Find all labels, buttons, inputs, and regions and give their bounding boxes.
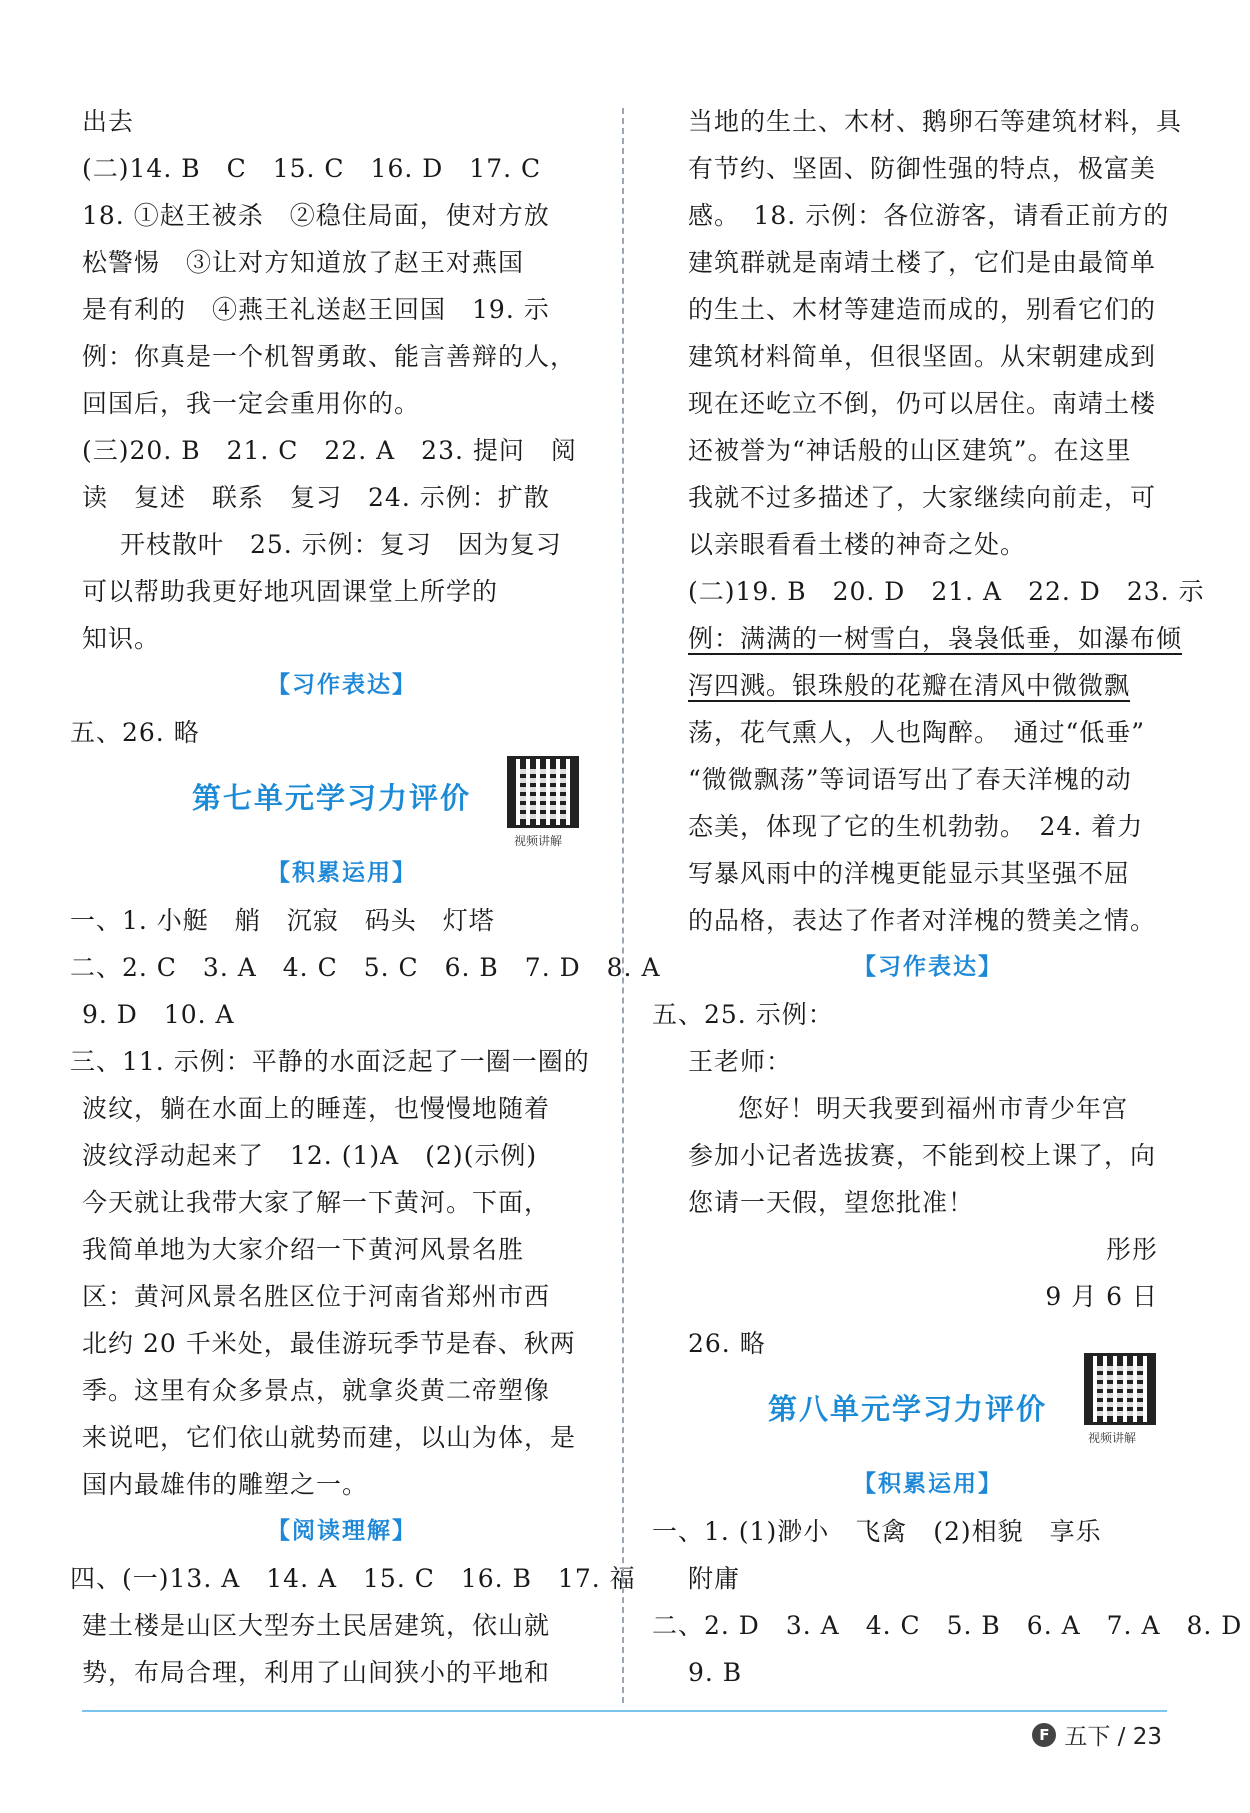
answer-line: (二)14. B C 15. C 16. D 17. C [82,154,542,183]
column-divider [622,108,624,1703]
letter-body-line: 参加小记者选拔赛，不能到校上课了，向 [688,1141,1157,1170]
answer-line: 区：黄河风景名胜区位于河南省郑州市西 [82,1282,551,1311]
answer-line: 可以帮助我更好地巩固课堂上所学的 [82,577,499,606]
unit7-header [82,756,602,850]
footer-rule [82,1710,1167,1712]
letter-body-line: 您请一天假，望您批准！ [688,1188,975,1217]
answer-line: 26. 略 [688,1329,766,1358]
answer-line: 国内最雄伟的雕塑之一。 [82,1470,369,1499]
letter-body-line: 您好！明天我要到福州市青少年宫 [738,1094,1129,1123]
answer-line: 建筑材料简单，但很坚固。从宋朝建成到 [688,342,1157,371]
answer-line: 荡，花气熏人，人也陶醉。 通过“低垂” [688,718,1146,747]
answer-line: 有节约、坚固、防御性强的特点，极富美 [688,154,1157,183]
underlined-answer-line: 泻四溅。银珠般的花瓣在清风中微微飘 [688,671,1131,700]
answer-line: 的生土、木材等建造而成的，别看它们的 [688,295,1157,324]
answer-line: 9. B [688,1658,743,1687]
answer-line: 的品格，表达了作者对洋槐的赞美之情。 [688,906,1157,935]
answer-line: 松警惕 ③让对方知道放了赵王对燕国 [82,248,525,277]
answer-line: 开枝散叶 25. 示例：复习 因为复习 [120,530,562,559]
answer-line: 北约 20 千米处，最佳游玩季节是春、秋两 [82,1329,576,1358]
section-tag-reading: 【阅读理解】 [267,1518,417,1544]
answer-line: 附庸 [688,1564,741,1593]
answer-line: 例：你真是一个机智勇敢、能言善辩的人， [82,342,577,371]
letter-date: 9 月 6 日 [1045,1282,1158,1311]
answer-line: 二、2. C 3. A 4. C 5. C 6. B 7. D 8. A [70,953,661,982]
section-tag-accumulation: 【积累运用】 [267,860,417,886]
answer-line: 二、2. D 3. A 4. C 5. B 6. A 7. A 8. D [652,1611,1243,1640]
answer-line: 季。这里有众多景点，就拿炎黄二帝塑像 [82,1376,551,1405]
publisher-logo-icon: F [1032,1723,1056,1747]
answer-line: 以亲眼看看土楼的神奇之处。 [688,530,1027,559]
section-tag-writing: 【习作表达】 [267,672,417,698]
page-footer [1032,1718,1162,1751]
left-column [70,98,661,1696]
answer-line: 五、25. 示例： [652,1000,834,1029]
answer-line: 9. D 10. A [82,1000,235,1029]
answer-line: 当地的生土、木材、鹅卵石等建筑材料，具 [688,107,1183,136]
answer-line: 18. ①赵王被杀 ②稳住局面，使对方放 [82,201,550,230]
answer-line: 出去 [82,107,135,136]
answer-line: 来说吧，它们依山就势而建，以山为体，是 [82,1423,577,1452]
qr-caption: 视频讲解 [514,834,563,848]
answer-line: 感。 18. 示例：各位游客，请看正前方的 [688,201,1170,230]
answer-line: 今天就让我带大家了解一下黄河。下面， [82,1188,551,1217]
answer-line: 建土楼是山区大型夯土民居建筑，依山就 [82,1611,551,1640]
letter-signature: 彤彤 [1105,1235,1158,1264]
answer-line: 写暴风雨中的洋槐更能显示其坚强不屈 [688,859,1131,888]
answer-line: 一、1. 小艇 艄 沉寂 码头 灯塔 [70,906,495,935]
unit8-header [688,1367,1168,1461]
answer-line: 回国后，我一定会重用你的。 [82,389,421,418]
qr-code-icon [507,756,579,828]
answer-line: 还被誉为“神话般的山区建筑”。在这里 [688,436,1132,465]
answer-line: (二)19. B 20. D 21. A 22. D 23. 示 [688,577,1205,606]
unit8-title: 第八单元学习力评价 [768,1392,1048,1426]
qr-code-icon [1084,1353,1156,1425]
answer-line: 我简单地为大家介绍一下黄河风景名胜 [82,1235,525,1264]
answer-line: 四、(一)13. A 14. A 15. C 16. B 17. 福 [70,1564,636,1593]
answer-line: 一、1. (1)渺小 飞禽 (2)相貌 享乐 [652,1517,1102,1546]
section-tag-accumulation: 【积累运用】 [853,1471,1003,1497]
answer-line: 读 复述 联系 复习 24. 示例：扩散 [82,483,550,512]
answer-line: 知识。 [82,624,161,653]
right-column [652,98,1243,1696]
answer-line: 波纹，躺在水面上的睡莲，也慢慢地随着 [82,1094,551,1123]
answer-line: 是有利的 ④燕王礼送赵王回国 19. 示 [82,295,550,324]
answer-line: 现在还屹立不倒，仍可以居住。南靖土楼 [688,389,1157,418]
answer-line: 波纹浮动起来了 12. (1)A (2)(示例) [82,1141,538,1170]
answer-line: 态美，体现了它的生机勃勃。 24. 着力 [688,812,1144,841]
unit7-title: 第七单元学习力评价 [192,781,472,815]
answer-line: 势，布局合理，利用了山间狭小的平地和 [82,1658,551,1687]
answer-line: 五、26. 略 [70,718,200,747]
page-number: 五下 / 23 [1064,1724,1162,1750]
section-tag-writing: 【习作表达】 [853,954,1003,980]
answer-line: 我就不过多描述了，大家继续向前走，可 [688,483,1157,512]
letter-salutation: 王老师： [688,1047,793,1076]
answer-line: “微微飘荡”等词语写出了春天洋槐的动 [688,765,1132,794]
qr-caption: 视频讲解 [1088,1431,1137,1445]
answer-line: 三、11. 示例：平静的水面泛起了一圈一圈的 [70,1047,590,1076]
underlined-answer-line: 例：满满的一树雪白，袅袅低垂，如瀑布倾 [688,624,1183,653]
answer-line: (三)20. B 21. C 22. A 23. 提问 阅 [82,436,577,465]
answer-line: 建筑群就是南靖土楼了，它们是由最简单 [688,248,1157,277]
